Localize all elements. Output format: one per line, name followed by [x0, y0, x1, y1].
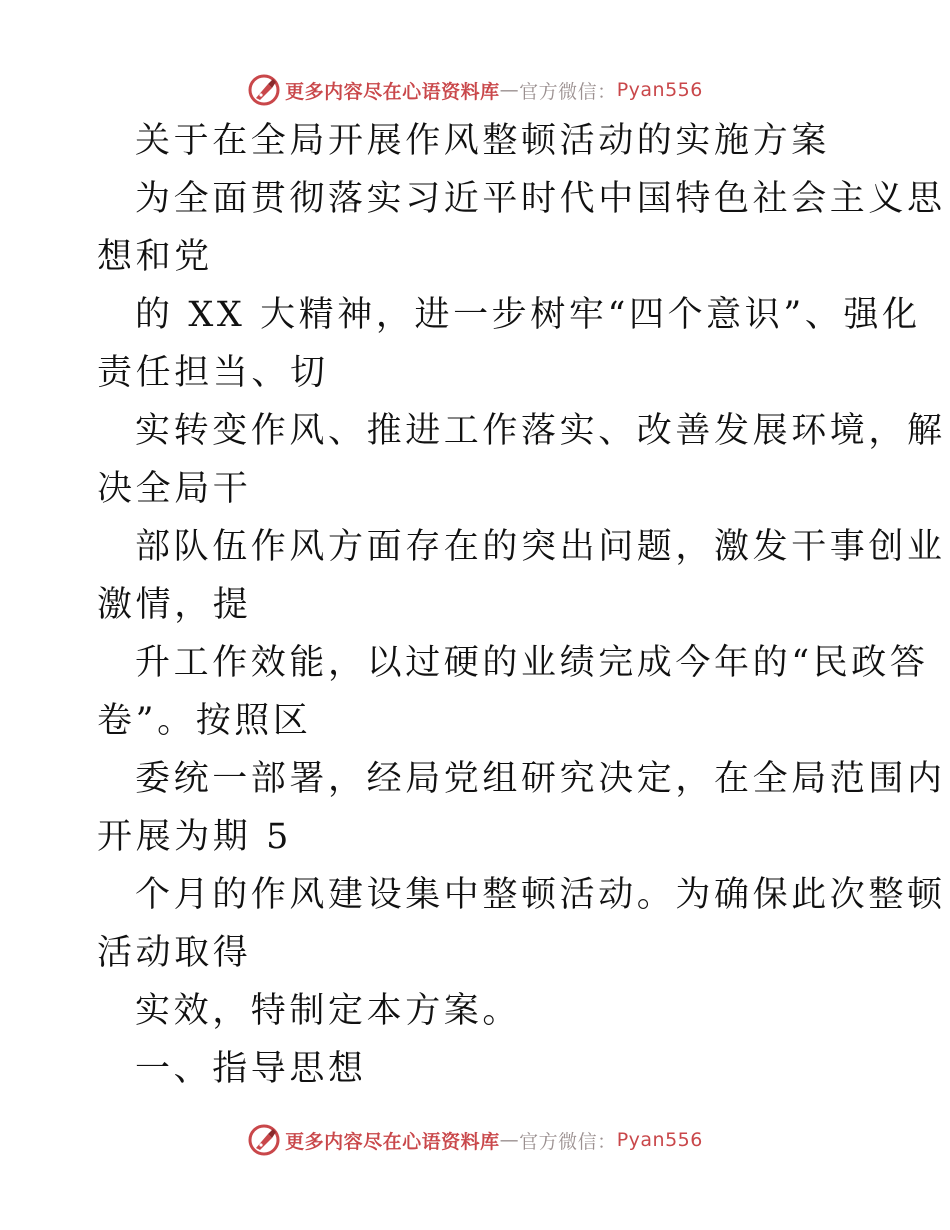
watermark-wechat-label: 官方微信：: [519, 80, 617, 103]
paragraph-line: 实效，特制定本方案。: [135, 991, 522, 1031]
paragraph-line: 委统一部署，经局党组研究决定，在全局范围内: [135, 759, 946, 799]
document-body: [97, 112, 946, 1098]
paragraph-line: 的 XX 大精神，进一步树牢“四个意识”、强化: [135, 295, 921, 335]
watermark-slogan: 更多内容尽在心语资料库: [285, 1130, 500, 1153]
paragraph-line: 开展为期 5: [97, 817, 292, 857]
document-title: 关于在全局开展作风整顿活动的实施方案: [135, 121, 830, 161]
watermark-wechat-id: Pyan556: [616, 1129, 703, 1151]
paragraph-line: 想和党: [97, 237, 213, 277]
paragraph-line: 升工作效能，以过硬的业绩完成今年的“民政答: [135, 643, 929, 683]
watermark-wechat-id: Pyan556: [616, 79, 703, 101]
paragraph-line: 部队伍作风方面存在的突出问题，激发干事创业: [135, 527, 946, 567]
paragraph-line: 卷”。按照区: [97, 701, 312, 741]
paragraph-line: 责任担当、切: [97, 353, 329, 393]
paragraph-line: 个月的作风建设集中整顿活动。为确保此次整顿: [135, 875, 946, 915]
watermark-footer: [0, 1120, 950, 1160]
pen-nib-logo-icon: [247, 1123, 281, 1157]
watermark-header: [0, 70, 950, 110]
watermark-dash: —: [499, 79, 520, 101]
watermark-wechat-label: 官方微信：: [519, 1130, 617, 1153]
paragraph-line: 实转变作风、推进工作落实、改善发展环境，解: [135, 411, 946, 451]
paragraph-line: 活动取得: [97, 933, 252, 973]
paragraph-line: 为全面贯彻落实习近平时代中国特色社会主义思: [135, 179, 946, 219]
watermark-slogan: 更多内容尽在心语资料库: [285, 80, 500, 103]
paragraph-line: 激情，提: [97, 585, 252, 625]
watermark-dash: —: [499, 1129, 520, 1151]
paragraph-line: 一、指导思想: [135, 1049, 367, 1089]
paragraph-line: 决全局干: [97, 469, 252, 509]
pen-nib-logo-icon: [247, 73, 281, 107]
